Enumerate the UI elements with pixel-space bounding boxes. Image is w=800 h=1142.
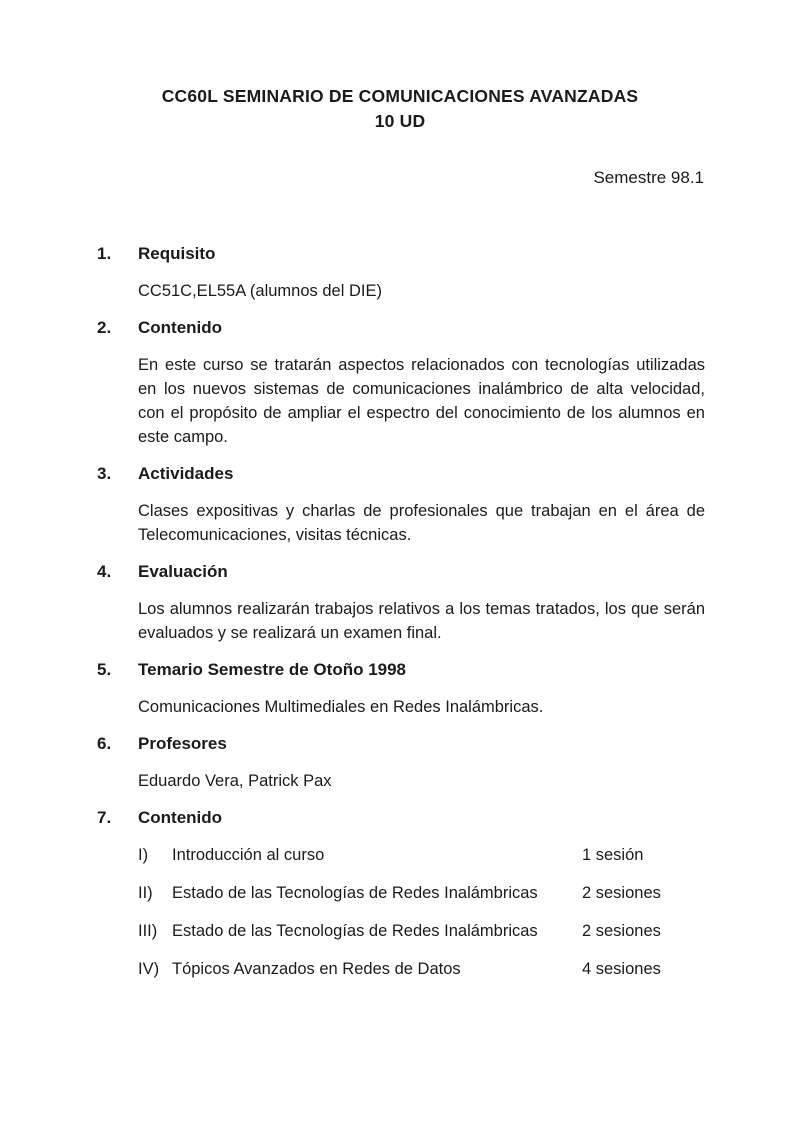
section-body: Comunicaciones Multimediales en Redes Inalámbricas. bbox=[138, 698, 544, 716]
section-heading: Temario Semestre de Otoño 1998 bbox=[138, 660, 407, 679]
section-body: Eduardo Vera, Patrick Pax bbox=[138, 772, 332, 790]
page-title bbox=[0, 0, 800, 134]
topic-sessions: 4 sesiones bbox=[582, 960, 661, 978]
topic-row bbox=[138, 919, 705, 943]
section-number: 1. bbox=[97, 244, 112, 263]
section-requisito bbox=[97, 242, 705, 316]
section-heading: Contenido bbox=[138, 808, 223, 827]
topic-sessions: 2 sesiones bbox=[582, 922, 661, 940]
section-heading: Profesores bbox=[138, 734, 227, 753]
semester-label: Semestre 98.1 bbox=[593, 168, 704, 187]
section-number: 6. bbox=[97, 734, 112, 753]
section-body: CC51C,EL55A (alumnos del DIE) bbox=[138, 282, 382, 300]
topic-sessions: 2 sesiones bbox=[582, 884, 661, 902]
topic-numeral: IV) bbox=[138, 960, 160, 978]
topic-row bbox=[138, 957, 705, 981]
sections-list bbox=[97, 242, 705, 995]
topic-name: Tópicos Avanzados en Redes de Datos bbox=[172, 960, 461, 978]
topic-name: Estado de las Tecnologías de Redes Inalámbricas bbox=[172, 884, 538, 902]
topic-row bbox=[138, 881, 705, 905]
section-heading: Actividades bbox=[138, 464, 234, 483]
section-actividades bbox=[97, 462, 705, 560]
section-number: 2. bbox=[97, 318, 112, 337]
section-evaluacion bbox=[97, 560, 705, 658]
section-temario bbox=[97, 658, 705, 732]
section-heading: Contenido bbox=[138, 318, 223, 337]
section-body: En este curso se tratarán aspectos relacionados con tecnologías utilizadas en los nuevos sistemas de comunicaciones inalámbrico de alta velocidad, con el propósito de ampliar el espectro del conocimiento de los alumnos en este campo. bbox=[138, 356, 705, 446]
section-contenido bbox=[97, 316, 705, 462]
topic-row bbox=[138, 843, 705, 867]
topic-numeral: I) bbox=[138, 846, 149, 864]
section-contenido-temas bbox=[97, 806, 705, 995]
topic-numeral: III) bbox=[138, 922, 158, 940]
topic-numeral: II) bbox=[138, 884, 153, 902]
course-title: CC60L SEMINARIO DE COMUNICACIONES AVANZADAS bbox=[161, 86, 639, 106]
section-number: 3. bbox=[97, 464, 112, 483]
section-heading: Requisito bbox=[138, 244, 216, 263]
section-number: 5. bbox=[97, 660, 112, 679]
topic-name: Introducción al curso bbox=[172, 846, 325, 864]
section-number: 7. bbox=[97, 808, 112, 827]
course-credits: 10 UD bbox=[374, 111, 426, 131]
topic-name: Estado de las Tecnologías de Redes Inalámbricas bbox=[172, 922, 538, 940]
section-number: 4. bbox=[97, 562, 112, 581]
section-heading: Evaluación bbox=[138, 562, 228, 581]
section-body: Clases expositivas y charlas de profesionales que trabajan en el área de Telecomunicaciones, visitas técnicas. bbox=[138, 502, 705, 544]
topic-sessions: 1 sesión bbox=[582, 846, 644, 864]
section-body: Los alumnos realizarán trabajos relativos a los temas tratados, los que serán evaluados y se realizará un examen final. bbox=[138, 600, 705, 642]
section-profesores bbox=[97, 732, 705, 806]
